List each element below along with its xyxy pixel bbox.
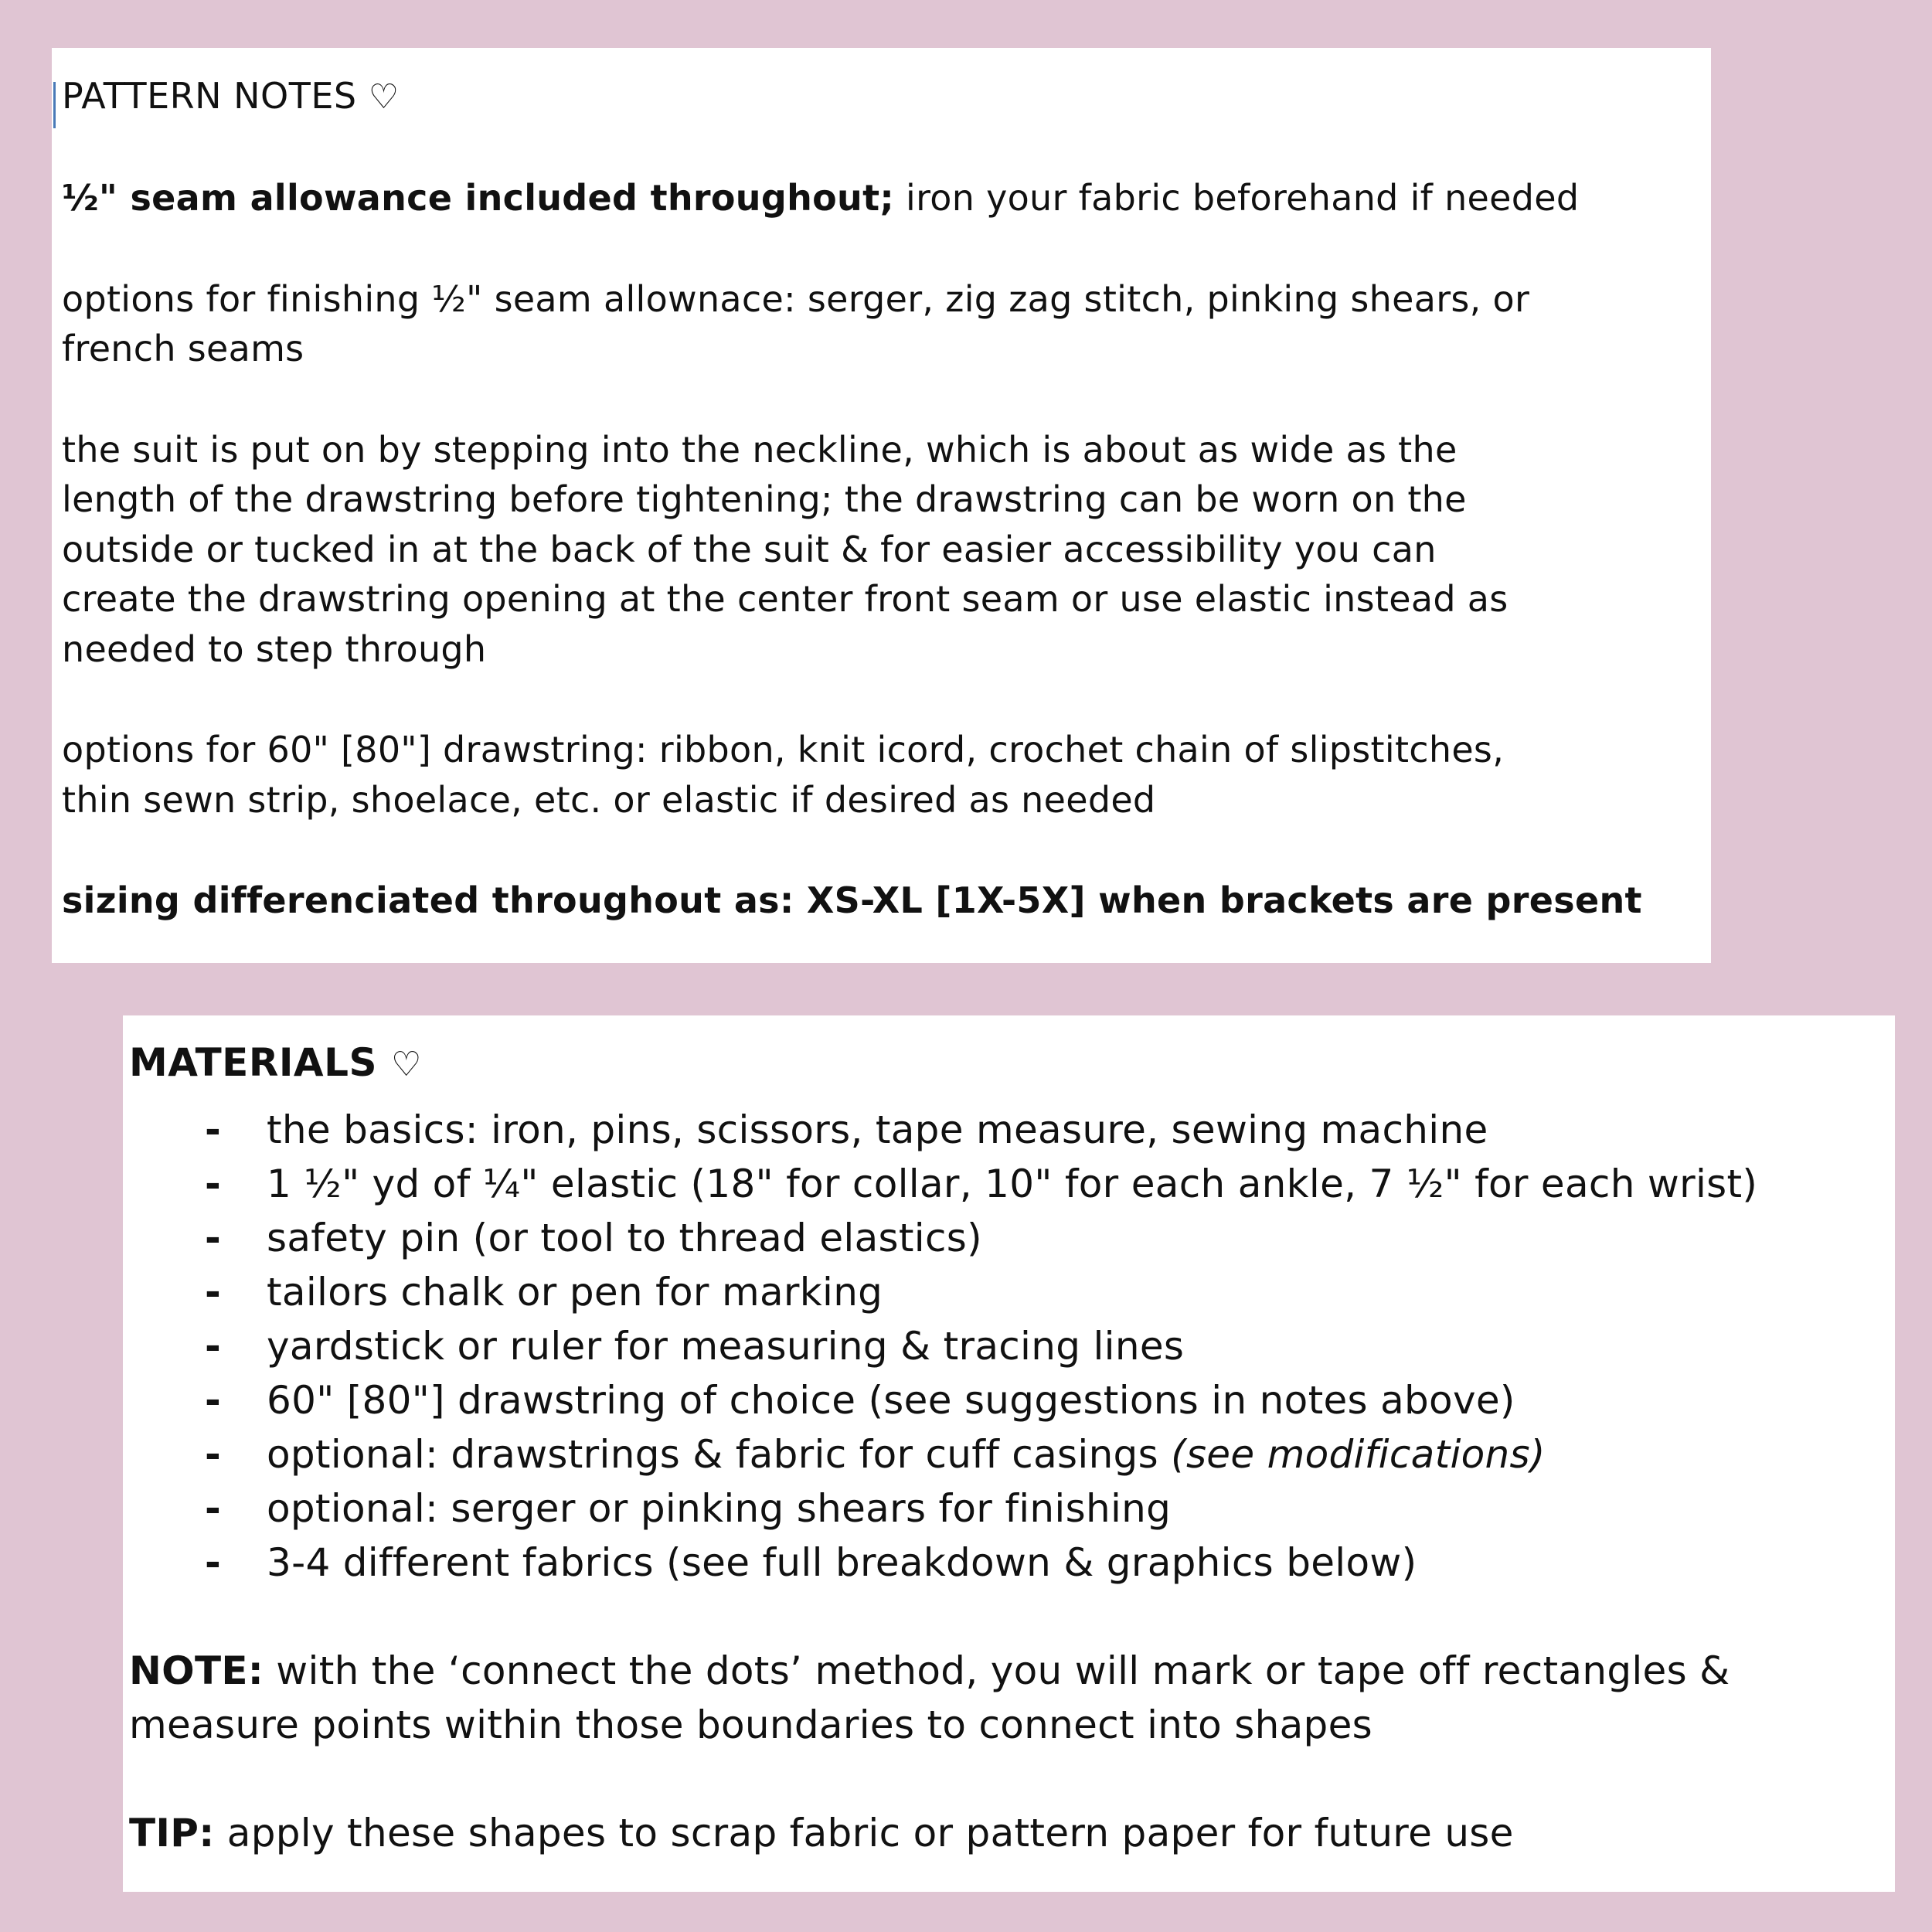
pattern-notes-heading [62, 71, 1700, 122]
modifications-reference: (see modifications) [1171, 1432, 1546, 1477]
list-item [129, 1157, 1886, 1211]
list-item [129, 1427, 1886, 1481]
heart-icon: ♡ [368, 77, 400, 117]
bullet-dash: - [205, 1216, 222, 1260]
sizing-text: sizing differenciated throughout as: XS-XL [1X-5X] when brackets are present [62, 879, 1642, 921]
tip-text: apply these shapes to scrap fabric or pattern paper for future use [214, 1811, 1514, 1855]
list-item-text: 60" [80"] drawstring of choice (see suggestions in notes above) [267, 1378, 1515, 1423]
materials-card [123, 1015, 1895, 1892]
bullet-dash: - [205, 1270, 222, 1315]
text-cursor [53, 82, 56, 128]
drawstring-line-1: options for 60" [80"] drawstring: ribbon, knit icord, crochet chain of slipstitches, [62, 729, 1505, 770]
bullet-dash: - [205, 1486, 222, 1531]
pattern-notes-title: PATTERN NOTES [62, 75, 357, 117]
list-item [129, 1211, 1886, 1265]
finishing-line-1: options for finishing ½" seam allownace: serger, zig zag stitch, pinking shears, or [62, 277, 1530, 320]
drawstring-options-note [62, 725, 1700, 825]
list-item [129, 1373, 1886, 1427]
seam-allowance-bold: ½" seam allowance included throughout; [62, 177, 895, 219]
neckline-line-2: length of the drawstring before tightening; the drawstring can be worn on the [62, 478, 1467, 520]
list-item-text: 1 ½" yd of ¼" elastic (18" for collar, 10" for each ankle, 7 ½" for each wrist) [267, 1162, 1758, 1206]
list-item-text: yardstick or ruler for measuring & tracing lines [267, 1324, 1185, 1369]
bullet-dash: - [205, 1540, 222, 1585]
connect-dots-note [129, 1644, 1886, 1752]
tip-note [129, 1806, 1886, 1860]
tip-label: TIP: [129, 1811, 215, 1855]
neckline-note [62, 425, 1700, 675]
bullet-dash: - [205, 1162, 222, 1206]
materials-heading [129, 1036, 1886, 1092]
materials-title: MATERIALS [129, 1040, 378, 1085]
sizing-note [62, 876, 1700, 926]
finishing-options-note [62, 274, 1700, 374]
list-item-text: 3-4 different fabrics (see full breakdown & graphics below) [267, 1540, 1417, 1585]
list-item [129, 1103, 1886, 1157]
neckline-line-3: outside or tucked in at the back of the suit & for easier accessibility you can [62, 528, 1437, 570]
pattern-notes-card [52, 48, 1711, 963]
list-item-text: optional: serger or pinking shears for finishing [267, 1486, 1172, 1531]
seam-allowance-note [62, 173, 1700, 223]
list-item [129, 1319, 1886, 1373]
finishing-line-2: french seams [62, 328, 304, 369]
list-item-text: tailors chalk or pen for marking [267, 1270, 883, 1315]
note-label: NOTE: [129, 1648, 264, 1693]
bullet-dash: - [205, 1107, 222, 1152]
neckline-line-1: the suit is put on by stepping into the neckline, which is about as wide as the [62, 428, 1458, 471]
drawstring-line-2: thin sewn strip, shoelace, etc. or elastic if desired as needed [62, 778, 1156, 821]
list-item-text: optional: drawstrings & fabric for cuff casings [267, 1432, 1172, 1477]
materials-list [129, 1103, 1886, 1590]
bullet-dash: - [205, 1432, 222, 1477]
seam-allowance-rest: iron your fabric beforehand if needed [894, 177, 1580, 219]
tip-line [129, 1806, 1886, 1860]
neckline-line-4: create the drawstring opening at the center front seam or use elastic instead as [62, 578, 1509, 620]
list-item [129, 1481, 1886, 1536]
list-item-text: safety pin (or tool to thread elastics) [267, 1216, 982, 1260]
list-item-text: the basics: iron, pins, scissors, tape measure, sewing machine [267, 1107, 1488, 1152]
heart-icon: ♡ [390, 1045, 422, 1084]
list-item [129, 1536, 1886, 1590]
note-text-1: with the ‘connect the dots’ method, you will mark or tape off rectangles & [264, 1648, 1730, 1693]
bullet-dash: - [205, 1324, 222, 1369]
list-item [129, 1265, 1886, 1319]
note-line-1 [129, 1644, 1886, 1698]
neckline-line-5: needed to step through [62, 628, 487, 670]
note-line-2: measure points within those boundaries to connect into shapes [129, 1702, 1372, 1747]
bullet-dash: - [205, 1378, 222, 1423]
